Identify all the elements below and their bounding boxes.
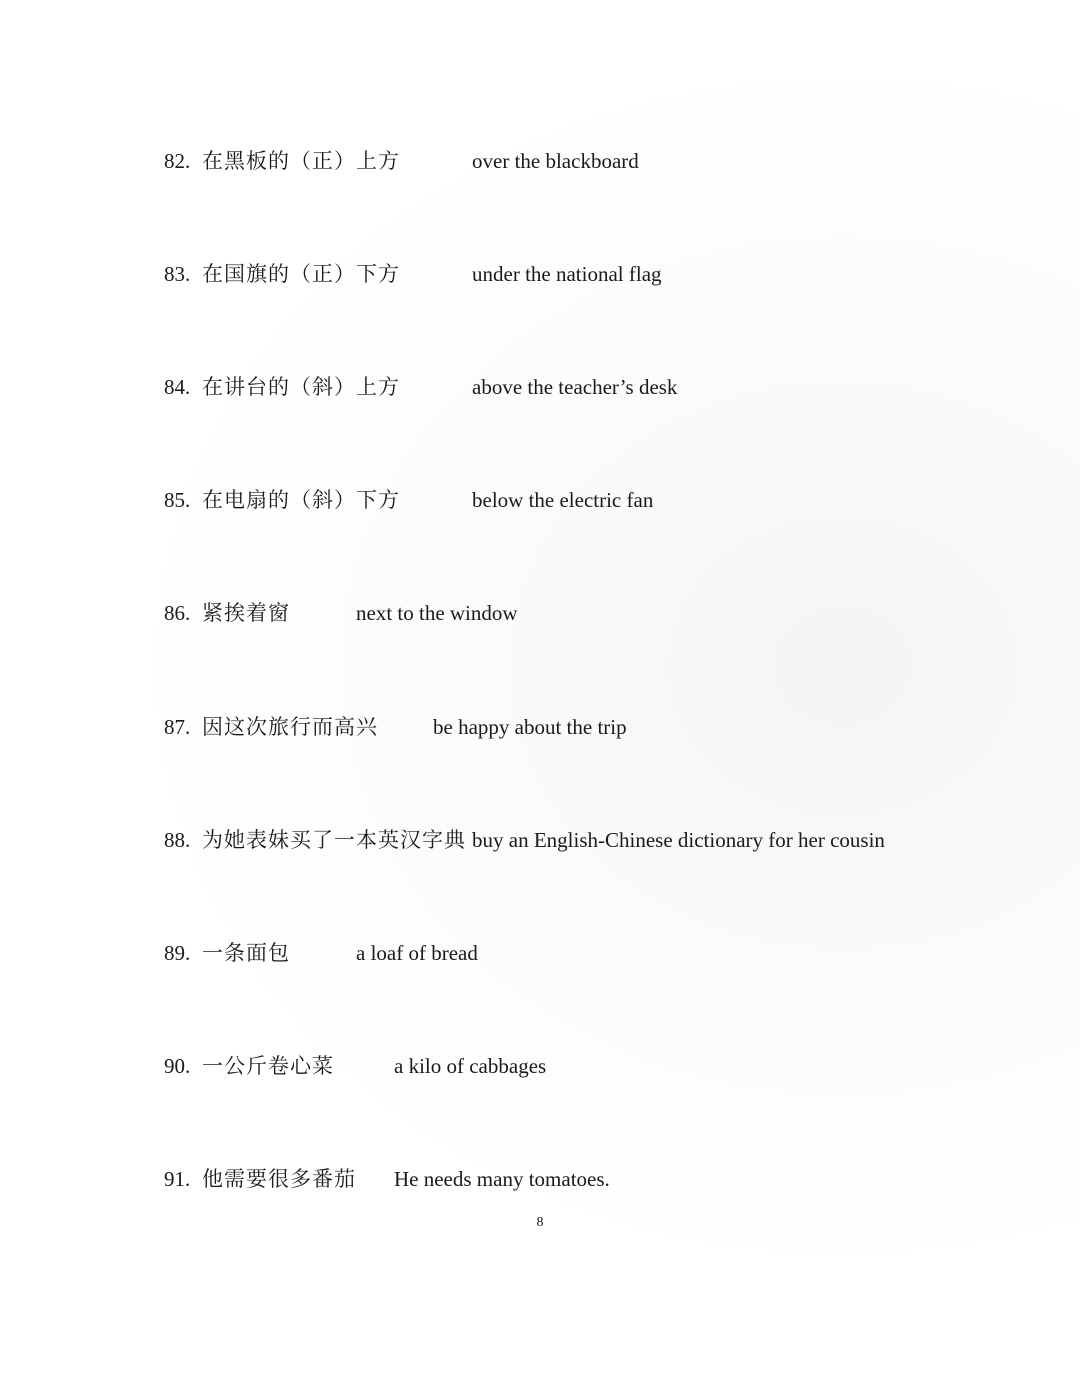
item-number: 82. (164, 149, 191, 173)
english-phrase: next to the window (356, 601, 518, 625)
item-number: 84. (164, 375, 191, 399)
english-phrase: a kilo of cabbages (394, 1054, 547, 1078)
item-number: 89. (164, 941, 191, 965)
english-phrase: over the blackboard (472, 149, 639, 173)
item-number: 86. (164, 601, 191, 625)
chinese-phrase: 紧挨着窗 (202, 601, 290, 625)
list-item (164, 598, 518, 628)
chinese-phrase: 一条面包 (202, 941, 290, 965)
chinese-phrase: 在讲台的（斜）上方 (202, 375, 400, 399)
english-phrase: a loaf of bread (356, 941, 478, 965)
chinese-phrase: 在黑板的（正）上方 (202, 149, 400, 173)
chinese-phrase: 为她表妹买了一本英汉字典 (202, 828, 466, 852)
english-phrase: be happy about the trip (433, 715, 627, 739)
chinese-phrase: 因这次旅行而高兴 (202, 715, 378, 739)
english-phrase: He needs many tomatoes. (394, 1167, 610, 1191)
item-number: 91. (164, 1167, 191, 1191)
item-number: 88. (164, 828, 191, 852)
list-item (164, 1164, 610, 1194)
item-number: 85. (164, 488, 191, 512)
chinese-phrase: 在电扇的（斜）下方 (202, 488, 400, 512)
item-number: 87. (164, 715, 191, 739)
english-phrase: under the national flag (472, 262, 662, 286)
list-item (164, 146, 639, 176)
chinese-phrase: 在国旗的（正）下方 (202, 262, 400, 286)
list-item (164, 485, 654, 515)
english-phrase: below the electric fan (472, 488, 654, 512)
item-number: 83. (164, 262, 191, 286)
list-item (164, 1051, 547, 1081)
list-item (164, 938, 478, 968)
list-item (164, 712, 627, 742)
english-phrase: buy an English-Chinese dictionary for her cousin (472, 828, 885, 852)
page-number: 8 (536, 1215, 544, 1230)
list-item (164, 259, 662, 289)
item-number: 90. (164, 1054, 191, 1078)
list-item (164, 372, 678, 402)
chinese-phrase: 他需要很多番茄 (202, 1167, 356, 1191)
english-phrase: above the teacher’s desk (472, 375, 678, 399)
list-item (164, 825, 885, 855)
chinese-phrase: 一公斤卷心菜 (202, 1054, 334, 1078)
